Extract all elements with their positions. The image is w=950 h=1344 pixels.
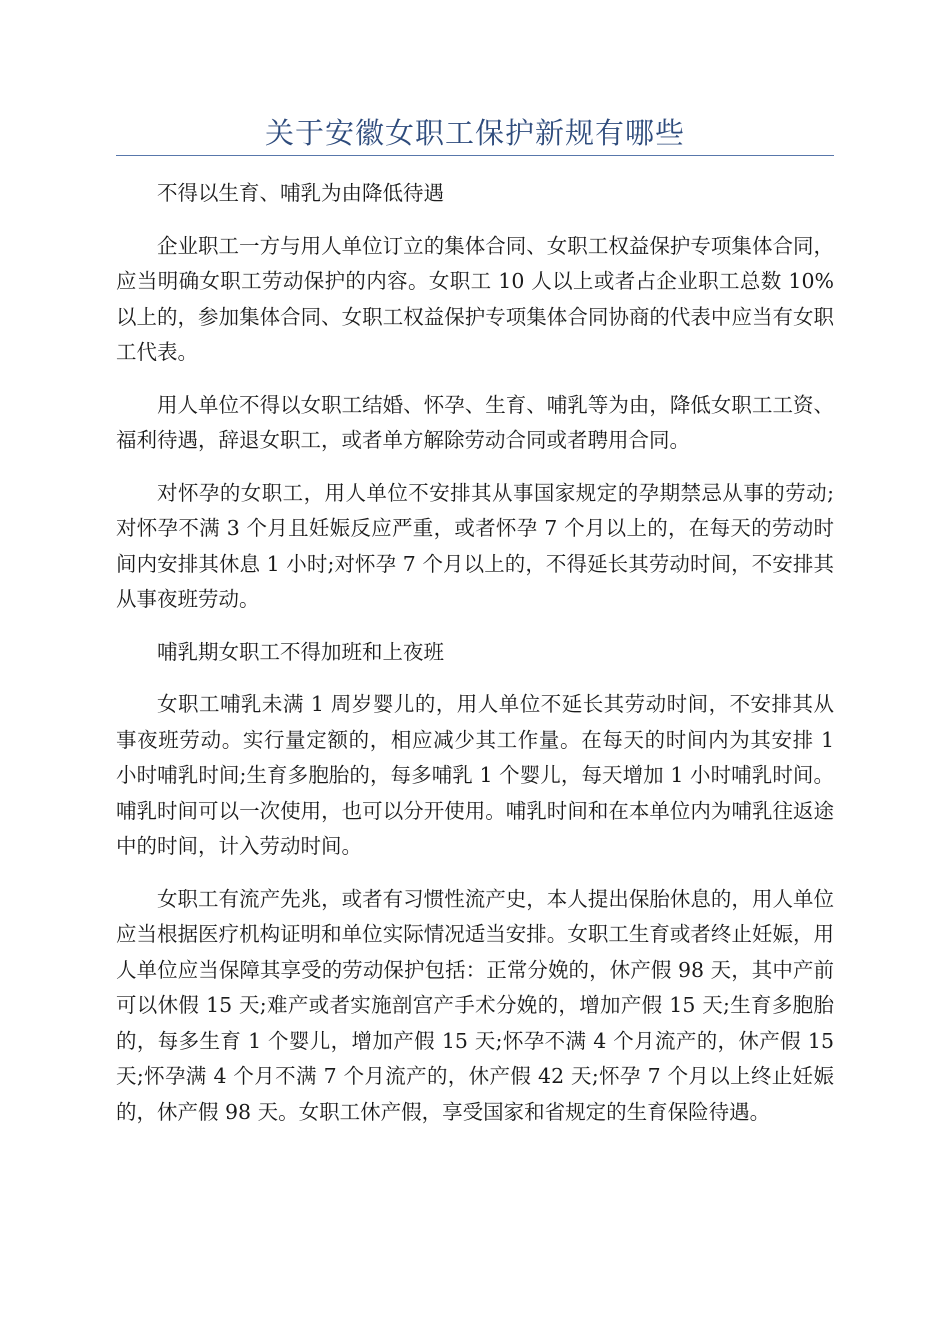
document-body [116, 176, 834, 1147]
paragraph-pregnancy-protection: 对怀孕的女职工，用人单位不安排其从事国家规定的孕期禁忌从事的劳动;对怀孕不满 3 个月且妊娠反应严重，或者怀孕 7 个月以上的，在每天的劳动时间内安排其休息 1 小时;对怀孕 7 个月以上的，不得延长其劳动时间，不安排其从事夜班劳动。 [116, 480, 834, 611]
section-heading-childbirth: 不得以生育、哺乳为由降低待遇 [157, 181, 444, 205]
title-underline [116, 155, 834, 156]
paragraph-nursing-time: 女职工哺乳未满 1 周岁婴儿的，用人单位不延长其劳动时间，不安排其从事夜班劳动。实行量定额的，相应减少其工作量。在每天的时间内为其安排 1 小时哺乳时间;生育多胞胎的，每多哺乳 1 个婴儿，每天增加 1 小时哺乳时间。哺乳时间可以一次使用，也可以分开使用。哺乳时间和在本单位内为哺乳往返途中的时间，计入劳动时间。 [116, 692, 834, 858]
paragraph-maternity-leave: 女职工有流产先兆，或者有习惯性流产史，本人提出保胎休息的，用人单位应当根据医疗机构证明和单位实际情况适当安排。女职工生育或者终止妊娠，用人单位应当保障其享受的劳动保护包括：正常分娩的，休产假 98 天，其中产前可以休假 15 天;难产或者实施剖宫产手术分娩的，增加产假 15 天;生育多胞胎的，每多生育 1 个婴儿，增加产假 15 天;怀孕不满 4 个月流产的，休产假 15 天;怀孕满 4 个月不满 7 个月流产的，休产假 42 天;怀孕 7 个月以上终止妊娠的，休产假 98 天。女职工休产假，享受国家和省规定的生育保险待遇。 [116, 886, 834, 1124]
paragraph-collective-contract: 企业职工一方与用人单位订立的集体合同、女职工权益保护专项集体合同，应当明确女职工劳动保护的内容。女职工 10 人以上或者占企业职工总数 10%以上的，参加集体合同、女职工权益保护专项集体合同协商的代表中应当有女职工代表。 [116, 233, 834, 364]
section-heading-nursing: 哺乳期女职工不得加班和上夜班 [157, 639, 444, 664]
paragraph-no-dismissal: 用人单位不得以女职工结婚、怀孕、生育、哺乳等为由，降低女职工工资、福利待遇，辞退女职工，或者单方解除劳动合同或者聘用合同。 [116, 392, 834, 452]
document-title: 关于安徽女职工保护新规有哪些 [264, 116, 685, 150]
